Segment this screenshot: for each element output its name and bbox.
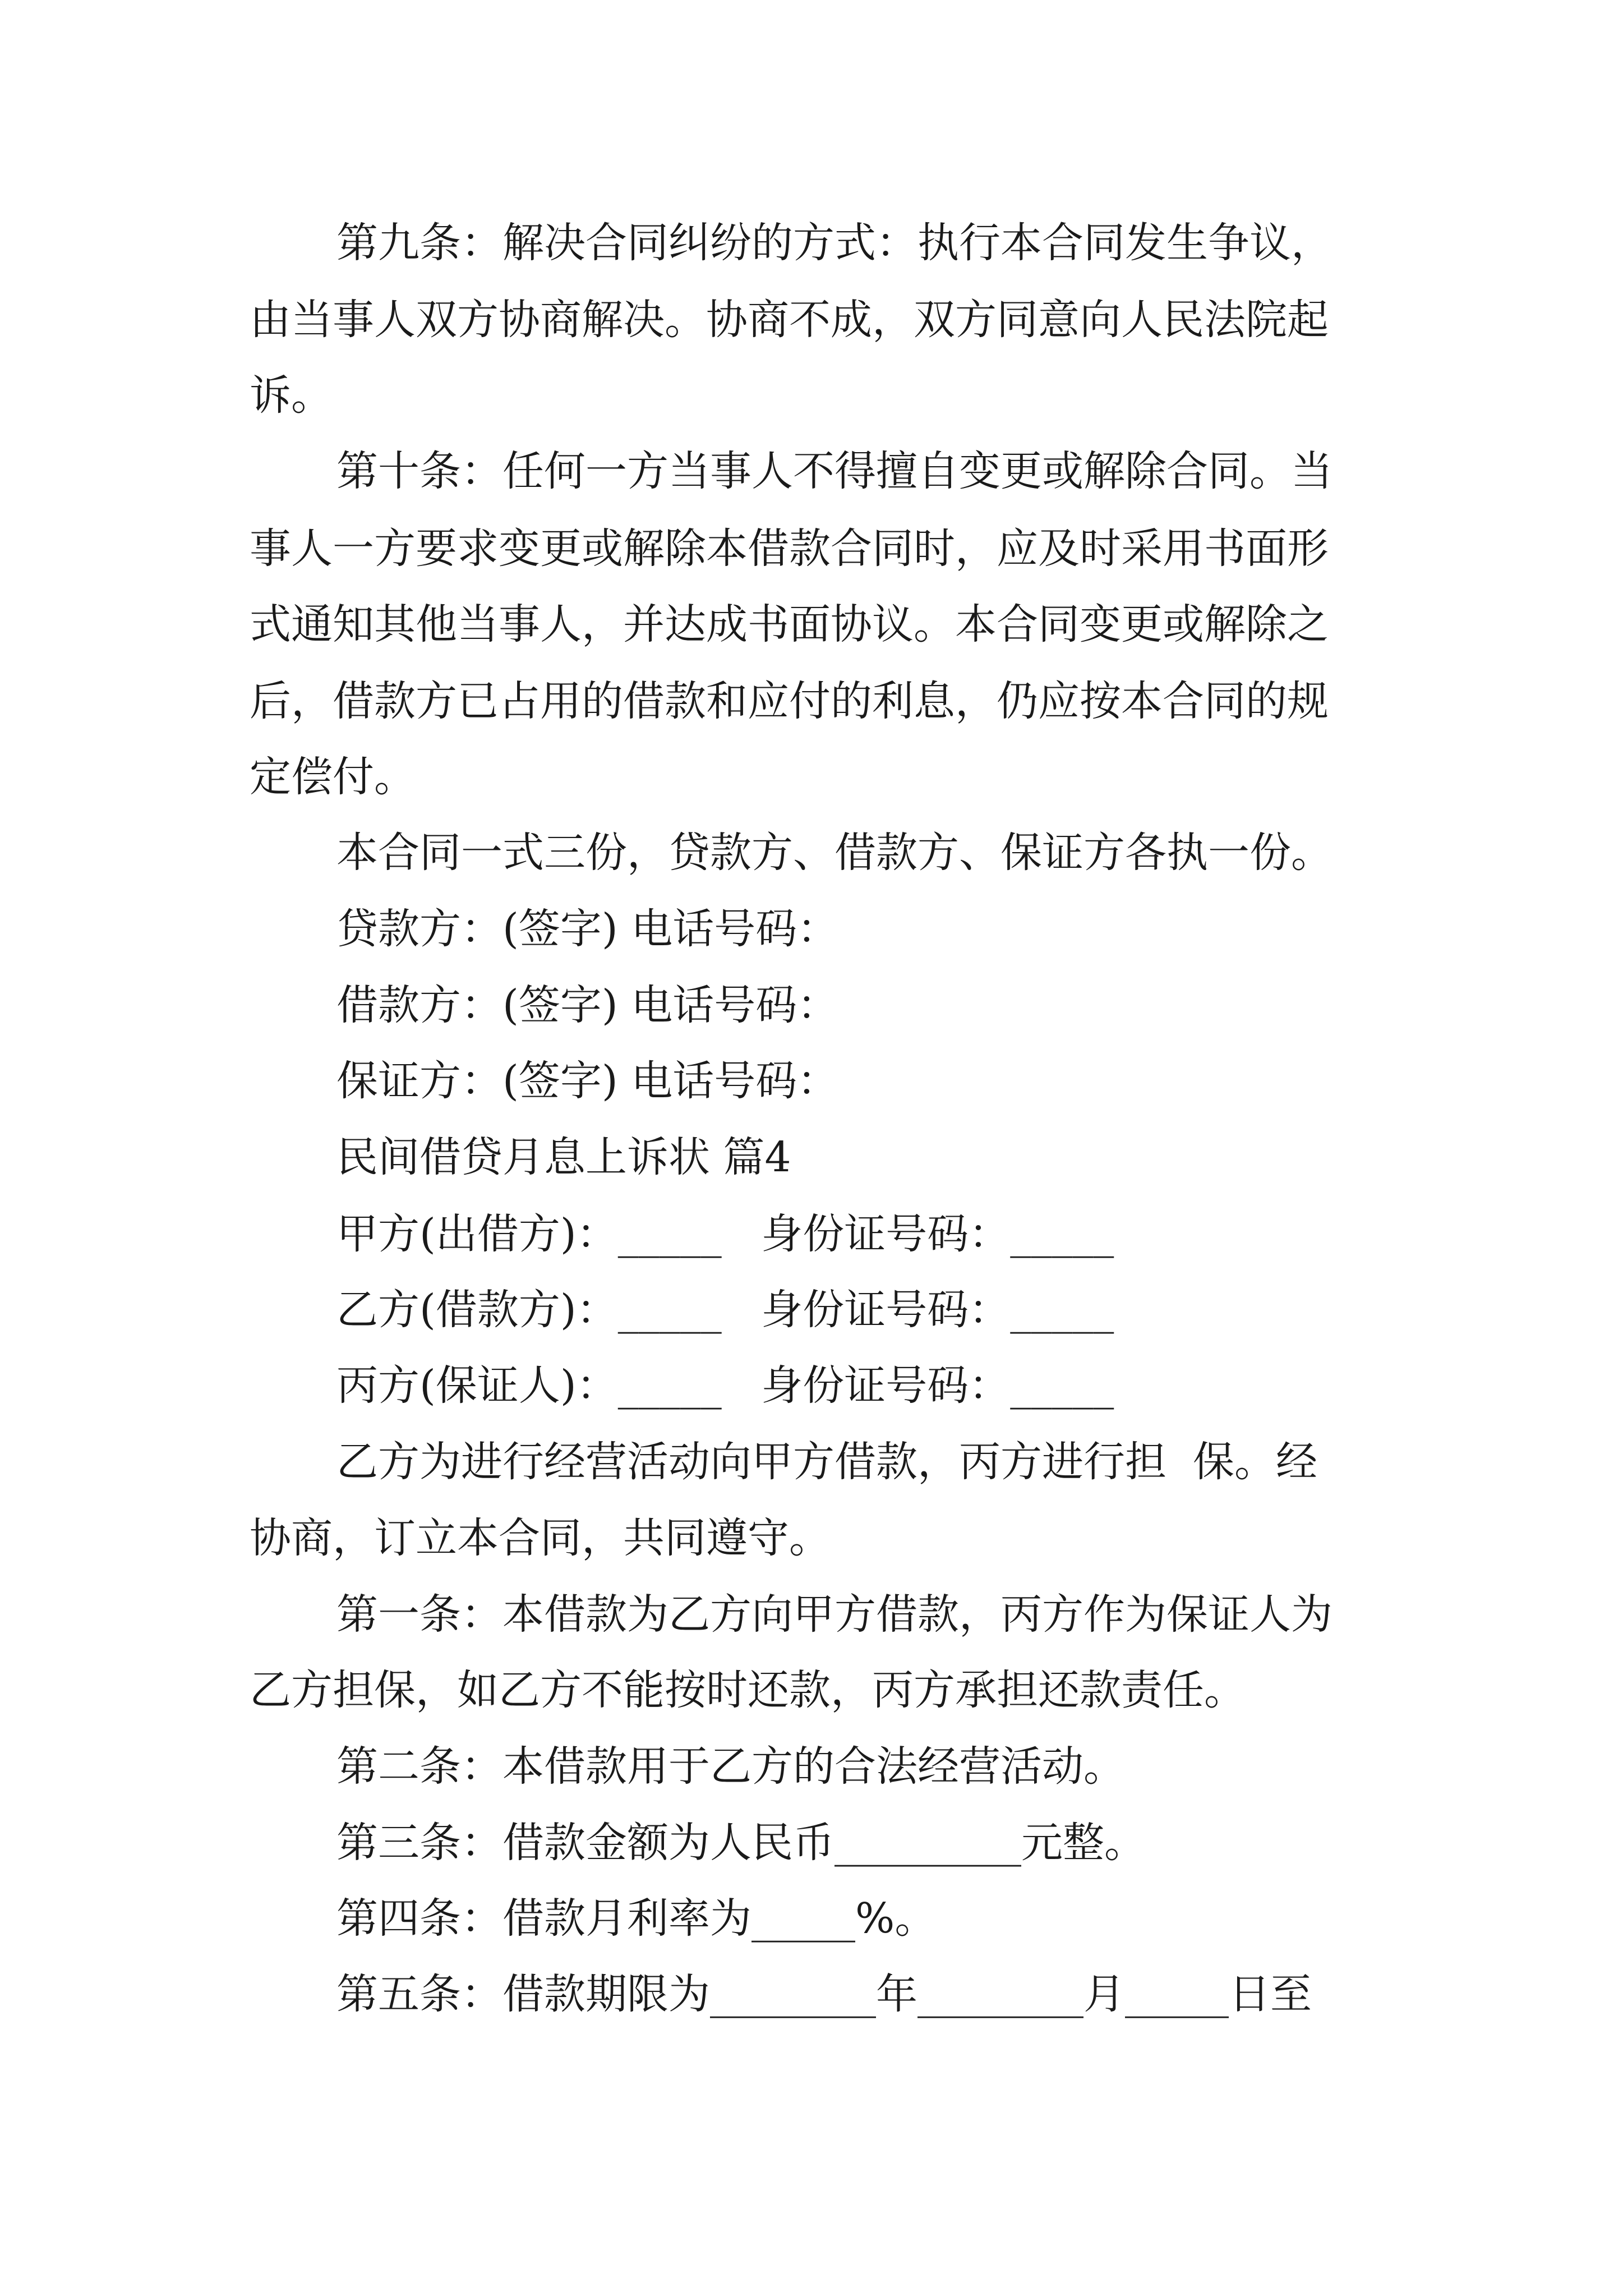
text-line: 本合同一式三份，贷款方、借款方、保证方各执一份。 <box>336 829 1332 877</box>
text-line: 第五条：借款期限为________年________月_____日至 <box>336 1970 1312 2018</box>
signature-line: 保证方：(签字) 电话号码： <box>336 1057 839 1105</box>
text-line: 第十条：任何一方当事人不得擅自变更或解除合同。当 <box>336 447 1332 495</box>
text-line: 第三条：借款金额为人民币_________元整。 <box>336 1819 1146 1867</box>
text-line: 乙方为进行经营活动向甲方借款，丙方进行担 保。经 <box>336 1438 1318 1486</box>
party-line: 乙方(借款方)：_____ 身份证号码：_____ <box>336 1286 1114 1334</box>
text-line: 第一条：本借款为乙方向甲方借款，丙方作为保证人为 <box>336 1590 1332 1639</box>
text-line: 事人一方要求变更或解除本借款合同时，应及时采用书面形 <box>250 524 1329 573</box>
party-line: 丙方(保证人)：_____ 身份证号码：_____ <box>336 1361 1114 1410</box>
section-heading: 民间借贷月息上诉状 篇4 <box>336 1133 791 1181</box>
text-line: 乙方担保，如乙方不能按时还款，丙方承担还款责任。 <box>250 1666 1246 1714</box>
text-line: 第九条：解决合同纠纷的方式：执行本合同发生争议， <box>336 219 1332 267</box>
text-line: 第四条：借款月利率为_____%。 <box>336 1894 937 1943</box>
text-line: 第二条：本借款用于乙方的合法经营活动。 <box>336 1742 1125 1791</box>
text-line: 诉。 <box>250 371 333 420</box>
text-line: 后，借款方已占用的借款和应付的利息，仍应按本合同的规 <box>250 677 1329 725</box>
text-line: 定偿付。 <box>250 753 416 801</box>
text-line: 由当事人双方协商解决。协商不成，双方同意向人民法院起 <box>250 296 1329 344</box>
party-line: 甲方(出借方)：_____ 身份证号码：_____ <box>336 1210 1114 1258</box>
text-line: 式通知其他当事人，并达成书面协议。本合同变更或解除之 <box>250 600 1329 648</box>
signature-line: 贷款方：(签字) 电话号码： <box>336 905 839 953</box>
signature-line: 借款方：(签字) 电话号码： <box>336 981 839 1029</box>
text-line: 协商，订立本合同，共同遵守。 <box>250 1514 831 1562</box>
